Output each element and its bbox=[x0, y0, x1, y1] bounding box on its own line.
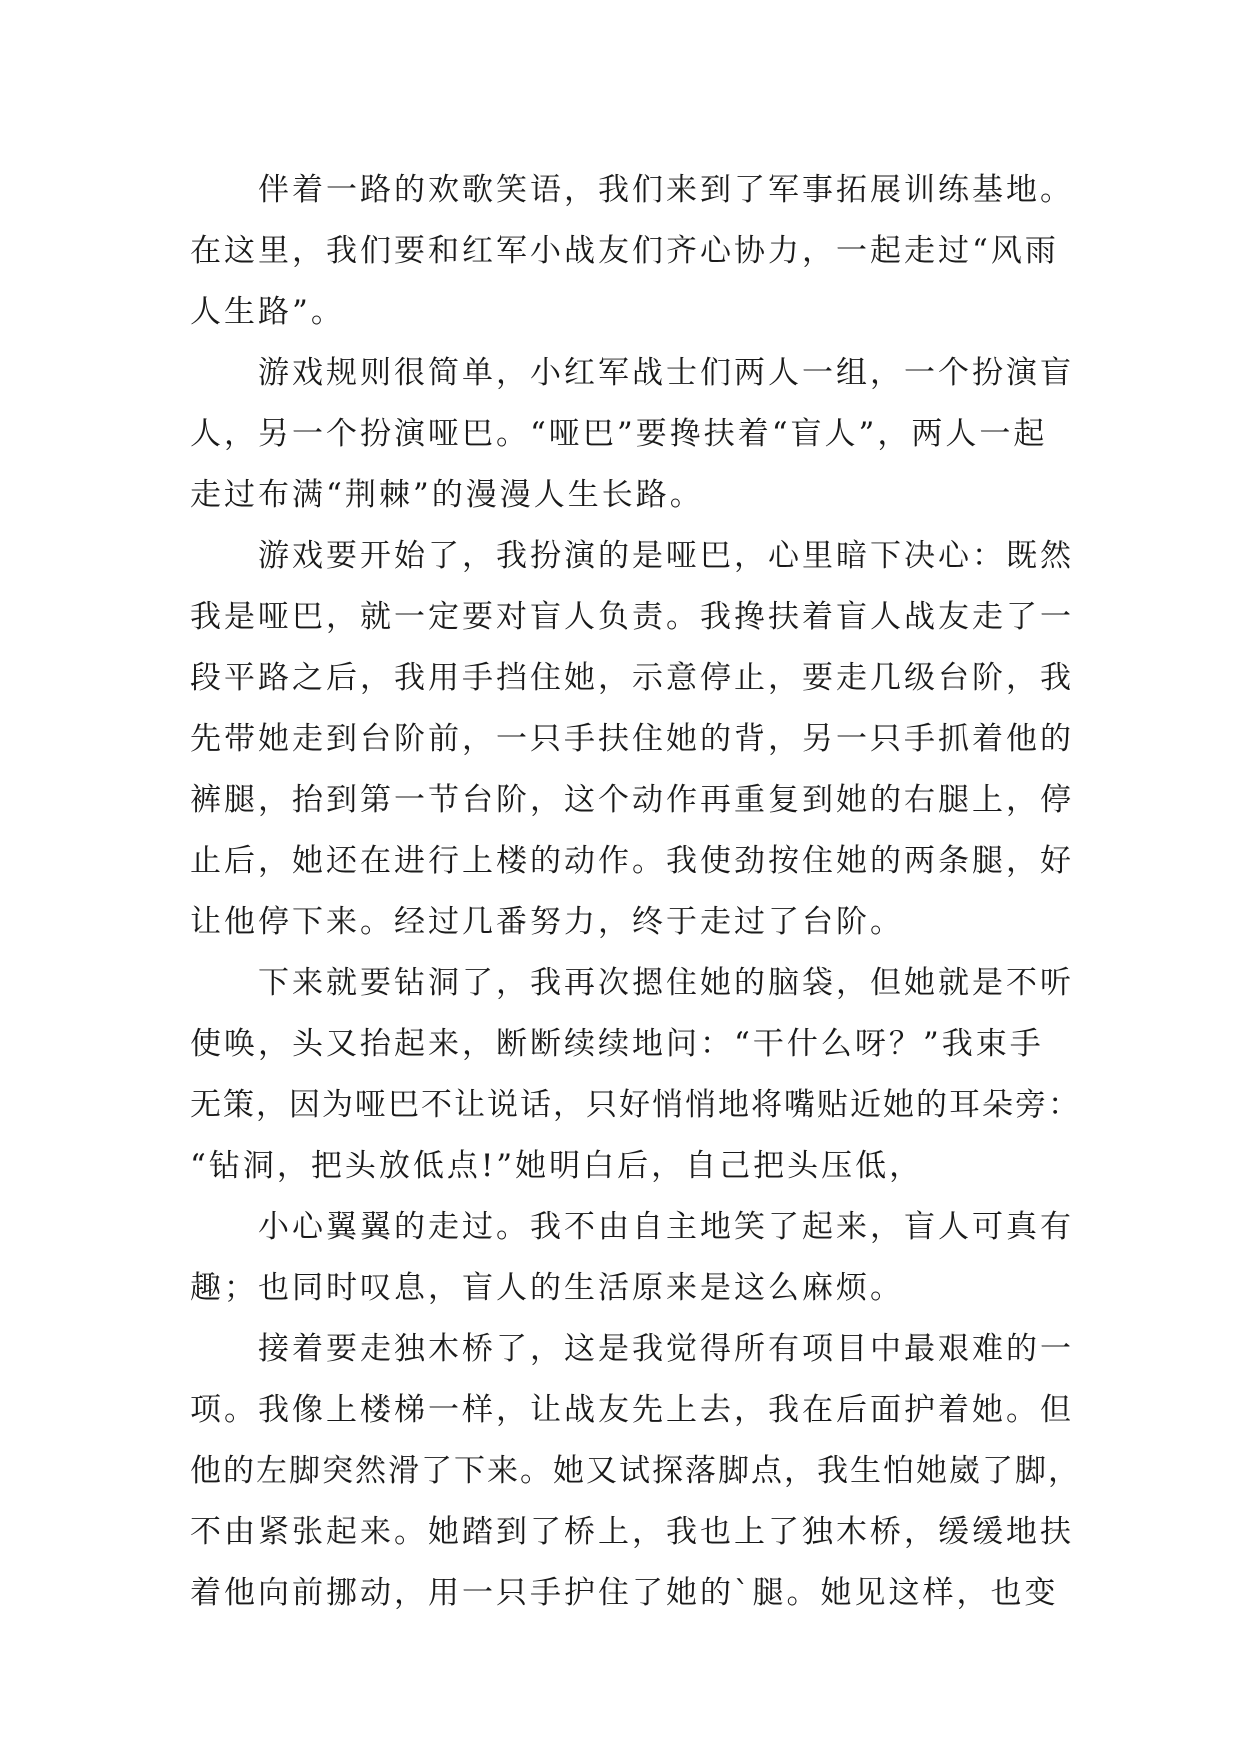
text-line: 游戏规则很简单，小红军战士们两人一组，一个扮演盲 bbox=[258, 355, 1074, 391]
text-line: 不由紧张起来。她踏到了桥上，我也上了独木桥，缓缓地扶 bbox=[190, 1514, 1074, 1550]
text-line: 项。我像上楼梯一样，让战友先上去，我在后面护着她。但 bbox=[190, 1392, 1074, 1428]
text-line: 伴着一路的欢歌笑语，我们来到了军事拓展训练基地。 bbox=[258, 172, 1074, 208]
text-line: 我是哑巴，就一定要对盲人负责。我搀扶着盲人战友走了一 bbox=[190, 599, 1074, 635]
text-line: 先带她走到台阶前，一只手扶住她的背，另一只手抓着他的 bbox=[190, 721, 1074, 757]
text-line: 着他向前挪动，用一只手护住了她的`腿。她见这样，也变 bbox=[190, 1575, 1059, 1611]
text-line: 止后，她还在进行上楼的动作。我使劲按住她的两条腿，好 bbox=[190, 843, 1074, 879]
text-line: 趣；也同时叹息，盲人的生活原来是这么麻烦。 bbox=[190, 1270, 904, 1306]
text-line: 人，另一个扮演哑巴。“哑巴”要搀扶着“盲人”，两人一起 bbox=[190, 416, 1048, 452]
text-line: “钻洞，把头放低点!”她明白后，自己把头压低， bbox=[190, 1148, 924, 1184]
text-line: 段平路之后，我用手挡住她，示意停止，要走几级台阶，我 bbox=[190, 660, 1074, 696]
text-line: 小心翼翼的走过。我不由自主地笑了起来，盲人可真有 bbox=[258, 1209, 1074, 1245]
text-line: 人生路”。 bbox=[190, 294, 345, 330]
text-line: 无策，因为哑巴不让说话，只好悄悄地将嘴贴近她的耳朵旁： bbox=[190, 1087, 1081, 1123]
text-line: 接着要走独木桥了，这是我觉得所有项目中最艰难的一 bbox=[258, 1331, 1074, 1367]
text-line: 下来就要钻洞了，我再次摁住她的脑袋，但她就是不听 bbox=[258, 965, 1074, 1001]
text-line: 裤腿，抬到第一节台阶，这个动作再重复到她的右腿上，停 bbox=[190, 782, 1074, 818]
text-line: 他的左脚突然滑了下来。她又试探落脚点，我生怕她崴了脚， bbox=[190, 1453, 1081, 1489]
text-line: 让他停下来。经过几番努力，终于走过了台阶。 bbox=[190, 904, 904, 940]
document-body bbox=[190, 160, 1081, 1624]
text-line: 在这里，我们要和红军小战友们齐心协力，一起走过“风雨 bbox=[190, 233, 1059, 269]
text-line: 游戏要开始了，我扮演的是哑巴，心里暗下决心：既然 bbox=[258, 538, 1074, 574]
text-line: 走过布满“荆棘”的漫漫人生长路。 bbox=[190, 477, 704, 513]
text-line: 使唤，头又抬起来，断断续续地问：“干什么呀？”我束手 bbox=[190, 1026, 1044, 1062]
